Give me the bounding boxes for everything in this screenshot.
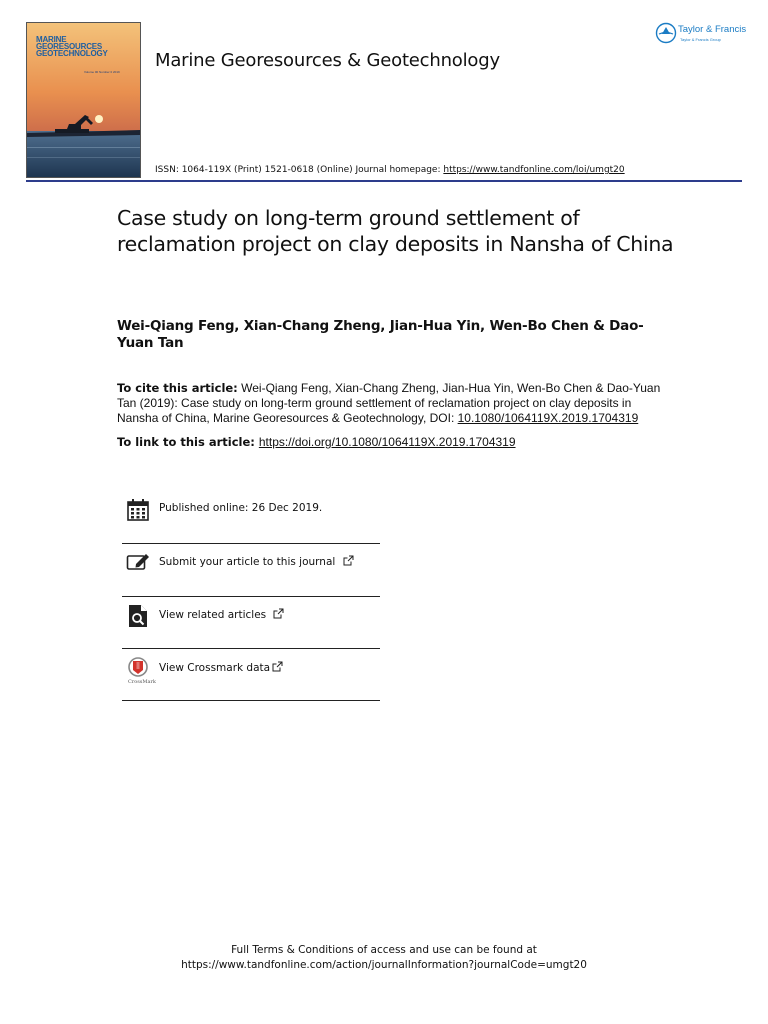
cite-label: To cite this article: bbox=[117, 381, 238, 395]
calendar-icon bbox=[126, 498, 150, 522]
crossmark-row bbox=[159, 661, 283, 674]
external-link-icon bbox=[273, 608, 284, 619]
crossmark-badge-text: CrossMark bbox=[128, 679, 156, 685]
cover-volume-text: Volume 00 Number 0 2019 bbox=[84, 70, 120, 74]
header-divider bbox=[26, 180, 742, 182]
cite-text: Wei-Qiang Feng, Xian-Chang Zheng, Jian-Hua Yin, Wen-Bo Chen & Dao-Yuan Tan (2019): Case study on long-term ground settlement of reclamation project on clay deposits in Nansha of China, Marine Georesources & Geotechnology, DOI: bbox=[117, 381, 661, 425]
journal-title[interactable]: Marine Georesources & Geotechnology bbox=[155, 50, 500, 71]
cover-title-line: GEOTECHNOLOGY bbox=[36, 49, 108, 58]
external-link-icon bbox=[272, 661, 283, 672]
article-doi-url-link[interactable]: https://doi.org/10.1080/1064119X.2019.1704319 bbox=[258, 435, 516, 449]
article-link-row bbox=[117, 435, 516, 449]
search-document-icon bbox=[126, 604, 150, 628]
cover-title bbox=[36, 36, 136, 57]
citation-block bbox=[117, 381, 662, 426]
article-authors: Wei-Qiang Feng, Xian-Chang Zheng, Jian-Hua Yin, Wen-Bo Chen & Dao-Yuan Tan bbox=[117, 318, 644, 351]
related-articles-row bbox=[159, 608, 284, 621]
issn-line bbox=[155, 165, 625, 175]
cover-title-line: MARINE bbox=[36, 35, 67, 44]
divider bbox=[122, 596, 380, 597]
terms-footer bbox=[150, 943, 618, 973]
taylor-francis-icon bbox=[655, 22, 677, 44]
related-articles-text: View related articles bbox=[159, 609, 267, 621]
submit-article-row bbox=[159, 555, 354, 568]
crossmark-icon bbox=[126, 657, 150, 681]
link-label: To link to this article: bbox=[117, 435, 255, 449]
publisher-subname: Taylor & Francis Group bbox=[680, 37, 721, 42]
divider bbox=[122, 700, 380, 701]
issn-text: ISSN: 1064-119X (Print) 1521-0618 (Online) Journal homepage: bbox=[155, 165, 444, 175]
published-online-text: Published online: 26 Dec 2019. bbox=[159, 502, 323, 514]
footer-line-1: Full Terms & Conditions of access and use can be found at bbox=[231, 944, 537, 956]
journal-homepage-link[interactable]: https://www.tandfonline.com/loi/umgt20 bbox=[443, 165, 625, 175]
edit-icon bbox=[126, 551, 150, 575]
doi-link[interactable]: 10.1080/1064119X.2019.1704319 bbox=[457, 411, 639, 425]
divider bbox=[122, 648, 380, 649]
article-title: Case study on long-term ground settlement of reclamation project on clay deposits in Nansha of China bbox=[117, 206, 674, 256]
divider bbox=[122, 543, 380, 544]
crossmark-link[interactable] bbox=[122, 657, 380, 709]
external-link-icon bbox=[343, 555, 354, 566]
submit-article-text: Submit your article to this journal bbox=[159, 556, 336, 568]
publisher-name: Taylor & Francis bbox=[678, 24, 747, 35]
cover-title-line: GEORESOURCES bbox=[36, 42, 103, 51]
crossmark-text: View Crossmark data bbox=[159, 662, 271, 674]
footer-terms-url[interactable]: https://www.tandfonline.com/action/journalInformation?journalCode=umgt20 bbox=[181, 959, 587, 971]
